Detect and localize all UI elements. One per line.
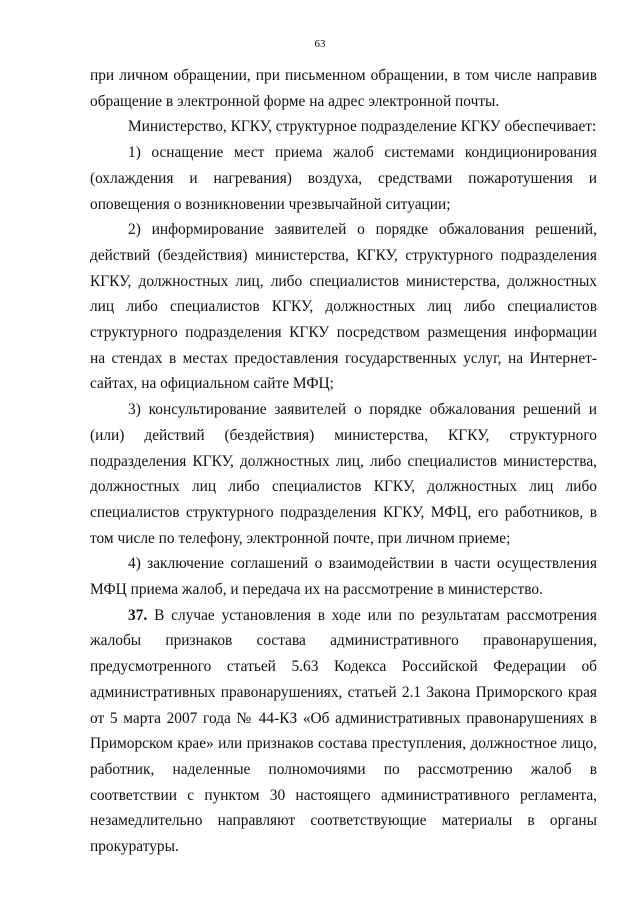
document-body [90,63,597,860]
paragraph-section-37 [90,603,597,860]
paragraph-item-3: 3) консультирование заявителей о порядке обжалования решений и (или) действий (бездействия) министерства, КГКУ, структурного подразделения КГКУ, должностных лиц, либо специалистов министерства, должностных лиц либо специалистов КГКУ, должностных лиц либо специалистов структурного подразделения КГКУ, МФЦ, его работников, в том числе по телефону, электронной почте, при личном приеме; [90,401,597,547]
paragraph-item-4: 4) заключение соглашений о взаимодействии в части осуществления МФЦ приема жалоб, и передача их на рассмотрение в министерство. [90,555,597,599]
paragraph-item-1: 1) оснащение мест приема жалоб системами кондиционирования (охлаждения и нагревания) воздуха, средствами пожаротушения и оповещения о возникновении чрезвычайной ситуации; [90,144,597,213]
paragraph-continuation: при личном обращении, при письменном обращении, в том числе направив обращение в электронной форме на адрес электронной почты. [90,67,597,110]
section-37-text: В случае установления в ходе или по результатам рассмотрения жалобы признаков состава административного правонарушения, предусмотренного статьей 5.63 Кодекса Российской Федерации об административных правонарушениях, статьей 2.1 Закона Приморского края от 5 марта 2007 года № 44-КЗ «Об административных правонарушениях в Приморском крае» или признаков состава преступления, должностное лицо, работник, наделенные полномочиями по рассмотрению жалоб в соответствии с пунктом 30 настоящего административного регламента, незамедлительно направляют соответствующие материалы в органы прокуратуры. [90,606,597,856]
paragraph-obligations-intro: Министерство, КГКУ, структурное подразделение КГКУ обеспечивает: [128,118,597,136]
paragraph-item-2: 2) информирование заявителей о порядке обжалования решений, действий (бездействия) министерства, КГКУ, структурного подразделения КГКУ, должностных лиц, либо специалистов министерства, должностных лиц либо специалистов КГКУ, должностных лиц либо специалистов структурного подразделения КГКУ посредством размещения информации на стендах в местах предоставления государственных услуг, на Интернет-сайтах, на официальном сайте МФЦ; [90,221,597,393]
section-number: 37. [128,606,148,624]
page-number: 63 [314,38,326,50]
